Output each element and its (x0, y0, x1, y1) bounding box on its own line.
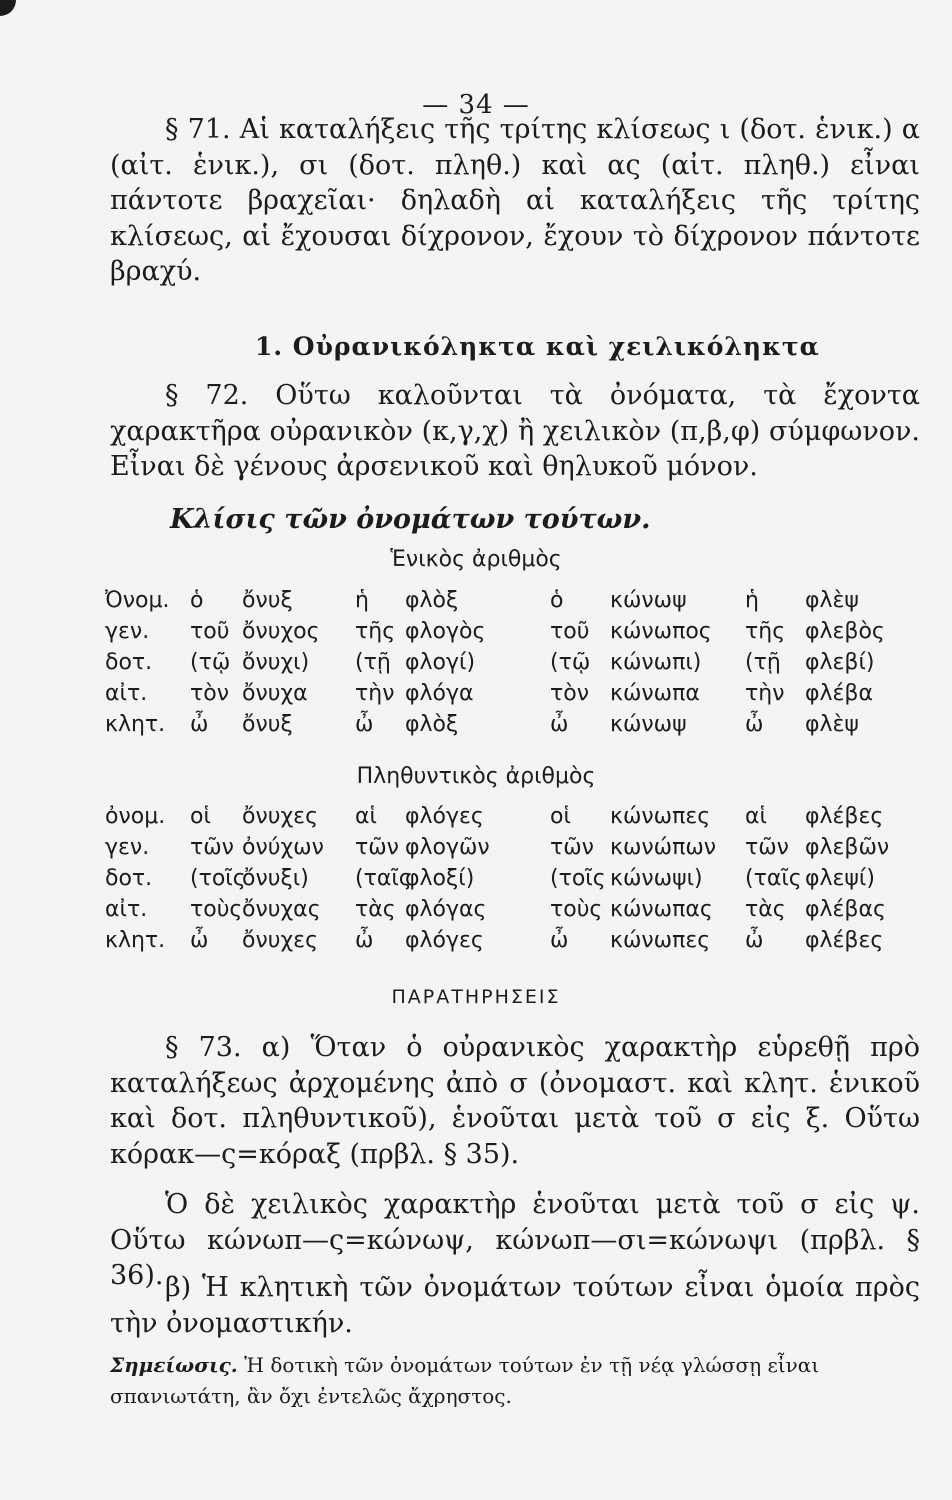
page-number: — 34 — (422, 90, 530, 120)
table-row (105, 897, 935, 928)
table-cell: ὄνυχα (242, 681, 308, 706)
table-cell: (τῇ (745, 650, 781, 675)
table-cell: φλέβας (805, 897, 886, 922)
table-cell: κώνωψ (610, 712, 687, 737)
declension-title: Κλίσις τῶν ὀνομάτων τούτων. (170, 504, 651, 535)
section-71: § 71. Αἱ καταλήξεις τῆς τρίτης κλίσεως ι (δοτ. ἑνικ.) α (αἰτ. ἑνικ.), σι (δοτ. πληθ.) καὶ ας (αἰτ. πληθ.) εἶναι πάντοτε βραχεῖαι· δηλαδὴ αἱ καταλήξεις τῆς τρίτης κλίσεως, αἱ ἔχουσαι δίχρονον, ἔχουν τὸ δίχρονον πάντοτε βραχύ. (110, 114, 920, 287)
table-cell: τοὺς (190, 897, 243, 922)
table-cell: ὄνυχας (242, 897, 321, 922)
table-cell: φλογῶν (405, 835, 490, 860)
section-73b: β) Ἡ κλητικὴ τῶν ὀνομάτων τούτων εἶναι ὁμοία πρὸς τὴν ὀνομαστικήν. (110, 1272, 920, 1339)
table-cell: αἰτ. (105, 681, 148, 706)
table-row (105, 804, 935, 835)
table-row (105, 928, 935, 959)
table-cell: κώνωψι) (610, 866, 703, 891)
table-cell: (τῷ (550, 650, 591, 675)
table-cell: φλογί) (405, 650, 476, 675)
note-text: Ἡ δοτικὴ τῶν ὀνομάτων τούτων ἐν τῇ νέᾳ γλώσσῃ εἶναι σπανιωτάτη, ἂν ὄχι ἐντελῶς ἄχρηστος. (110, 1353, 820, 1408)
table-cell: τὰς (355, 897, 396, 922)
table-cell: ὄνυξ (242, 588, 293, 613)
table-cell: αἱ (355, 804, 377, 829)
table-cell: κώνωπι) (610, 650, 702, 675)
table-cell: φλέβες (805, 804, 884, 829)
table-row (105, 588, 935, 619)
table-cell: ὦ (190, 712, 209, 737)
remarks-heading: ΠΑΡΑΤΗΡΗΣΕΙΣ (391, 986, 561, 1008)
table-cell: οἱ (190, 804, 211, 829)
table-cell: κώνωπα (610, 681, 700, 706)
table-cell: ὦ (745, 712, 764, 737)
table-cell: ὄνυξι) (242, 866, 309, 891)
table-cell: ὄνυχες (242, 928, 318, 953)
table-cell: ἡ (745, 588, 759, 613)
table-cell: (τῷ (190, 650, 231, 675)
table-cell: φλόγες (405, 804, 484, 829)
table-cell: ὦ (550, 712, 569, 737)
table-cell: (ταῖς (745, 866, 802, 891)
section-73a: § 73. α) Ὅταν ὁ οὐρανικὸς χαρακτὴρ εὑρεθῇ πρὸ καταλήξεως ἀρχομένης ἀπὸ σ (ὀνομαστ. καὶ κλητ. ἑνικοῦ καὶ δοτ. πληθυντικοῦ), ἑνοῦται μετὰ τοῦ σ εἰς ξ. Οὕτω κόρακ—ς=κόραξ (πρβλ. § 35). (110, 1032, 920, 1170)
table-row (105, 866, 935, 897)
table-cell: γεν. (105, 619, 150, 644)
table-cell: φλὸξ (405, 588, 459, 613)
table-cell: φλέβες (805, 928, 884, 953)
table-cell: τῆς (745, 619, 786, 644)
section-72: § 72. Οὕτω καλοῦνται τὰ ὀνόματα, τὰ ἔχοντα χαρακτῆρα οὐρανικὸν (κ,γ,χ) ἢ χειλικὸν (π,β,φ) σύμφωνον. Εἶναι δὲ γένους ἀρσενικοῦ καὶ θηλυκοῦ μόνον. (110, 380, 920, 482)
note (110, 1350, 920, 1412)
table-cell: φλόγες (405, 928, 484, 953)
table-cell: αἰτ. (105, 897, 148, 922)
table-cell: φλεβί) (805, 650, 875, 675)
table-cell: φλεψί) (805, 866, 875, 891)
table-cell: φλογὸς (405, 619, 486, 644)
table-cell: ὦ (550, 928, 569, 953)
table-cell: ὄνυχες (242, 804, 318, 829)
table-row (105, 835, 935, 866)
table-cell: ὀνύχων (242, 835, 324, 860)
table-cell: κωνώπων (610, 835, 717, 860)
table-cell: τὰς (745, 897, 786, 922)
table-row (105, 650, 935, 681)
table-cell: τοῦ (190, 619, 230, 644)
table-cell: ὦ (355, 928, 374, 953)
table-cell: κώνωψ (610, 588, 687, 613)
table-cell: κλητ. (105, 928, 166, 953)
table-cell: τῆς (355, 619, 396, 644)
table-cell: τὴν (355, 681, 395, 706)
table-cell: τοὺς (550, 897, 603, 922)
table-cell: (τῇ (355, 650, 391, 675)
table-cell: τὴν (745, 681, 785, 706)
section-73a-continued: Ὁ δὲ χειλικὸς χαρακτὴρ ἑνοῦται μετὰ τοῦ σ εἰς ψ. Οὕτω κώνωπ—ς=κώνωψ, κώνωπ—σι=κώνωψι (πρβλ. § 36). (110, 1189, 920, 1291)
plural-table (105, 804, 935, 959)
table-cell: ὄνυχος (242, 619, 320, 644)
table-cell: φλοξί) (405, 866, 475, 891)
table-cell: αἱ (745, 804, 767, 829)
table-cell: τῶν (355, 835, 399, 860)
table-cell: τῶν (190, 835, 234, 860)
table-cell: ὦ (355, 712, 374, 737)
table-cell: κώνωπας (610, 897, 713, 922)
table-cell: φλεβὸς (805, 619, 885, 644)
table-cell: τοῦ (550, 619, 590, 644)
section-heading: 1. Οὐρανικόληκτα καὶ χειλικόληκτα (255, 332, 820, 361)
table-cell: τῶν (550, 835, 594, 860)
table-cell: δοτ. (105, 866, 153, 891)
table-cell: φλεβῶν (805, 835, 890, 860)
note-label: Σημείωσις. (110, 1353, 238, 1377)
table-cell: φλόγα (405, 681, 474, 706)
table-row (105, 619, 935, 650)
table-cell: (τοῖς (550, 866, 606, 891)
table-cell: φλὲψ (805, 712, 859, 737)
table-cell: ὦ (745, 928, 764, 953)
table-cell: φλέβα (805, 681, 873, 706)
table-cell: φλὲψ (805, 588, 859, 613)
plural-label: Πληθυντικὸς ἀριθμὸς (356, 764, 596, 789)
table-cell: κώνωπες (610, 804, 711, 829)
table-cell: (τοῖς (190, 866, 246, 891)
table-cell: ὀνομ. (105, 804, 166, 829)
table-cell: ὁ (190, 588, 204, 613)
table-cell: κλητ. (105, 712, 166, 737)
table-cell: ὁ (550, 588, 564, 613)
table-cell: Ὀνομ. (105, 588, 170, 613)
table-cell: ὄνυξ (242, 712, 293, 737)
table-cell: οἱ (550, 804, 571, 829)
table-row (105, 712, 935, 743)
table-cell: ὦ (190, 928, 209, 953)
table-cell: δοτ. (105, 650, 153, 675)
singular-label: Ἑνικὸς ἀριθμὸς (390, 547, 562, 572)
table-cell: τὸν (190, 681, 229, 706)
table-cell: ἡ (355, 588, 369, 613)
table-cell: γεν. (105, 835, 150, 860)
table-cell: ὄνυχι) (242, 650, 310, 675)
table-row (105, 681, 935, 712)
table-cell: τῶν (745, 835, 789, 860)
table-cell: κώνωπες (610, 928, 711, 953)
singular-table (105, 588, 935, 743)
table-cell: (ταῖς (355, 866, 412, 891)
table-cell: κώνωπος (610, 619, 712, 644)
corner-mark (0, 0, 16, 16)
table-cell: φλὸξ (405, 712, 459, 737)
table-cell: τὸν (550, 681, 589, 706)
table-cell: φλόγας (405, 897, 487, 922)
